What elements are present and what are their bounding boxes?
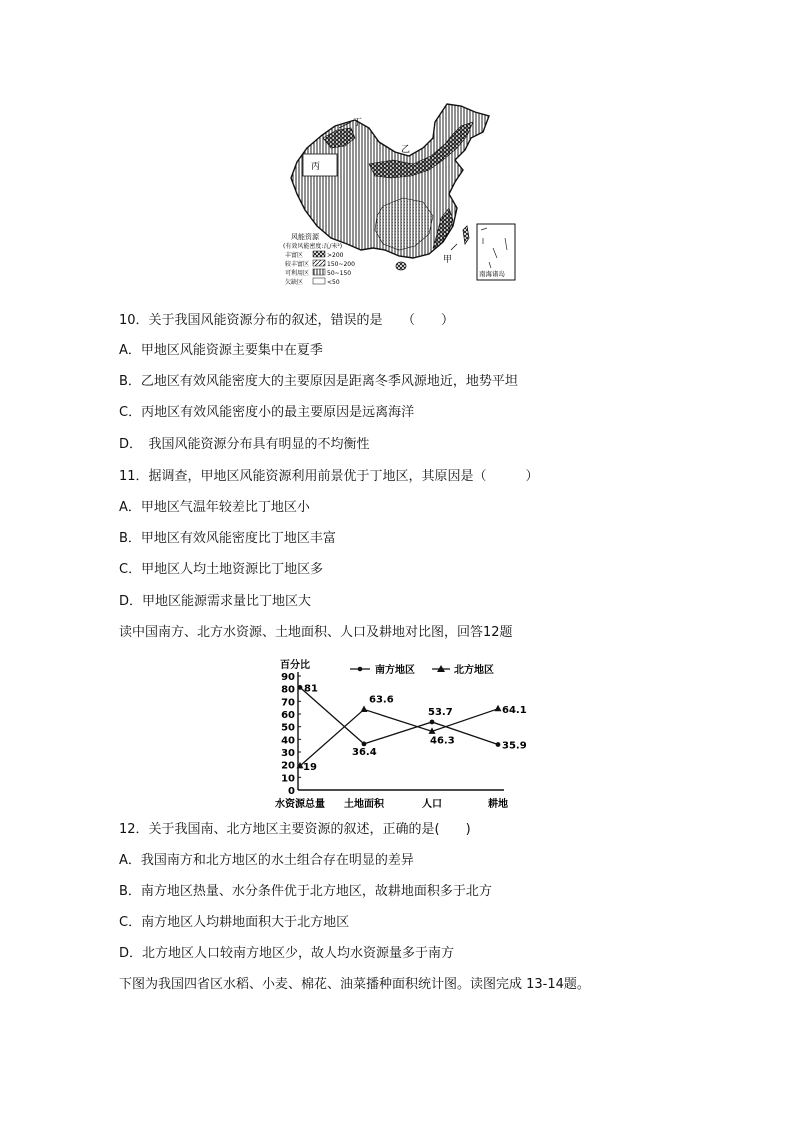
q12-option-d: D．北方地区人口较南方地区少，故人均水资源量多于南方 bbox=[119, 946, 455, 961]
legend-subtitle: (有效风能密度:瓦/米²) bbox=[283, 243, 343, 250]
y-tick-label: 80 bbox=[281, 684, 295, 696]
taiwan-island bbox=[463, 226, 469, 244]
label-ding: 丁 bbox=[353, 118, 363, 128]
data-label: 63.6 bbox=[369, 694, 394, 706]
q10-option-d: D． 我国风能资源分布具有明显的不均衡性 bbox=[119, 437, 370, 452]
legend-item-name: 丰富区 bbox=[285, 252, 304, 259]
q12-option-a: A．我国南方和北方地区的水土组合存在明显的差异 bbox=[119, 853, 414, 868]
legend-item-name: 可利用区 bbox=[285, 270, 310, 277]
series-line-south bbox=[300, 687, 498, 747]
legend-item-value: <50 bbox=[327, 279, 340, 286]
legend-north bbox=[432, 663, 494, 676]
legend-item-value: 150~200 bbox=[327, 261, 355, 268]
y-tick-label: 30 bbox=[281, 748, 295, 759]
q10-option-c: C．丙地区有效风能密度小的最主要原因是远离海洋 bbox=[119, 405, 415, 420]
china-wind-energy-map bbox=[283, 98, 523, 294]
label-yi: 乙 bbox=[401, 145, 411, 155]
q12-intro: 读中国南方、北方水资源、土地面积、人口及耕地对比图，回答12题 bbox=[119, 625, 513, 640]
x-tick-label: 水资源总量 bbox=[275, 799, 325, 810]
legend-title: 风能资源 bbox=[291, 233, 319, 241]
q11-option-a: A．甲地区气温年较差比丁地区小 bbox=[119, 500, 310, 515]
legend-item-name: 欠缺区 bbox=[285, 279, 304, 286]
y-tick-label: 70 bbox=[281, 697, 295, 709]
point-south bbox=[496, 742, 501, 747]
y-tick-label: 0 bbox=[288, 786, 295, 797]
q10-option-b: B．乙地区有效风能密度大的主要原因是距离冬季风源地近，地势平坦 bbox=[119, 374, 518, 389]
data-label: 35.9 bbox=[502, 740, 527, 752]
q11-option-b: B．甲地区有效风能密度比丁地区丰富 bbox=[119, 531, 336, 546]
legend-south-label: 南方地区 bbox=[375, 665, 415, 676]
data-label: 81 bbox=[304, 683, 318, 695]
x-tick-label: 耕地 bbox=[488, 799, 508, 810]
label-bing: 丙 bbox=[311, 162, 321, 172]
q12-option-b: B．南方地区热量、水分条件优于北方地区，故耕地面积多于北方 bbox=[119, 884, 492, 899]
y-tick-label: 20 bbox=[281, 760, 295, 772]
chart-frame bbox=[280, 658, 494, 676]
q11-option-d: D．甲地区能源需求量比丁地区大 bbox=[119, 594, 312, 609]
y-tick-label: 40 bbox=[281, 735, 295, 747]
q10-stem: 10．关于我国风能资源分布的叙述，错误的是 （ ） bbox=[119, 313, 455, 328]
q12-stem: 12．关于我国南、北方地区主要资源的叙述，正确的是( ) bbox=[119, 822, 471, 837]
point-south bbox=[362, 741, 367, 746]
legend-item-value: 50~150 bbox=[327, 270, 352, 277]
hainan-island bbox=[396, 262, 406, 270]
south-china-sea-inset bbox=[477, 224, 515, 280]
q11-option-c: C．甲地区人均土地资源比丁地区多 bbox=[119, 562, 324, 577]
x-tick-label: 土地面积 bbox=[344, 799, 384, 810]
legend-south bbox=[350, 663, 415, 676]
q13-intro: 下图为我国四省区水稻、小麦、棉花、油菜播种面积统计图。读图完成 13-14题。 bbox=[119, 977, 590, 992]
y-tick-label: 10 bbox=[281, 773, 295, 785]
y-tick-label: 90 bbox=[281, 672, 295, 683]
point-south bbox=[430, 720, 435, 725]
label-jia: 甲 bbox=[443, 255, 453, 265]
q10-option-a: A．甲地区风能资源主要集中在夏季 bbox=[119, 343, 323, 358]
point-north bbox=[361, 705, 368, 712]
point-north bbox=[495, 705, 502, 712]
series-line-north bbox=[300, 706, 498, 766]
inset-label: 南海诸岛 bbox=[479, 270, 505, 278]
legend-item-value: >200 bbox=[327, 252, 344, 259]
legend-item-name: 较丰富区 bbox=[285, 261, 310, 268]
y-axis-title: 百分比 bbox=[280, 660, 310, 671]
q12-option-c: C．南方地区人均耕地面积大于北方地区 bbox=[119, 915, 350, 930]
data-label: 19 bbox=[303, 761, 317, 773]
south-north-resource-chart bbox=[266, 656, 532, 814]
y-tick-label: 50 bbox=[281, 722, 295, 734]
data-label: 53.7 bbox=[428, 706, 453, 718]
data-label: 46.3 bbox=[430, 735, 455, 747]
q11-stem: 11．据调查，甲地区风能资源利用前景优于丁地区，其原因是（ ） bbox=[119, 469, 539, 484]
point-south bbox=[298, 685, 303, 690]
legend-north-label: 北方地区 bbox=[454, 665, 494, 676]
data-label: 36.4 bbox=[352, 746, 377, 758]
y-tick-label: 60 bbox=[281, 710, 295, 721]
x-tick-label: 人口 bbox=[422, 799, 442, 810]
data-label: 64.1 bbox=[502, 704, 527, 716]
